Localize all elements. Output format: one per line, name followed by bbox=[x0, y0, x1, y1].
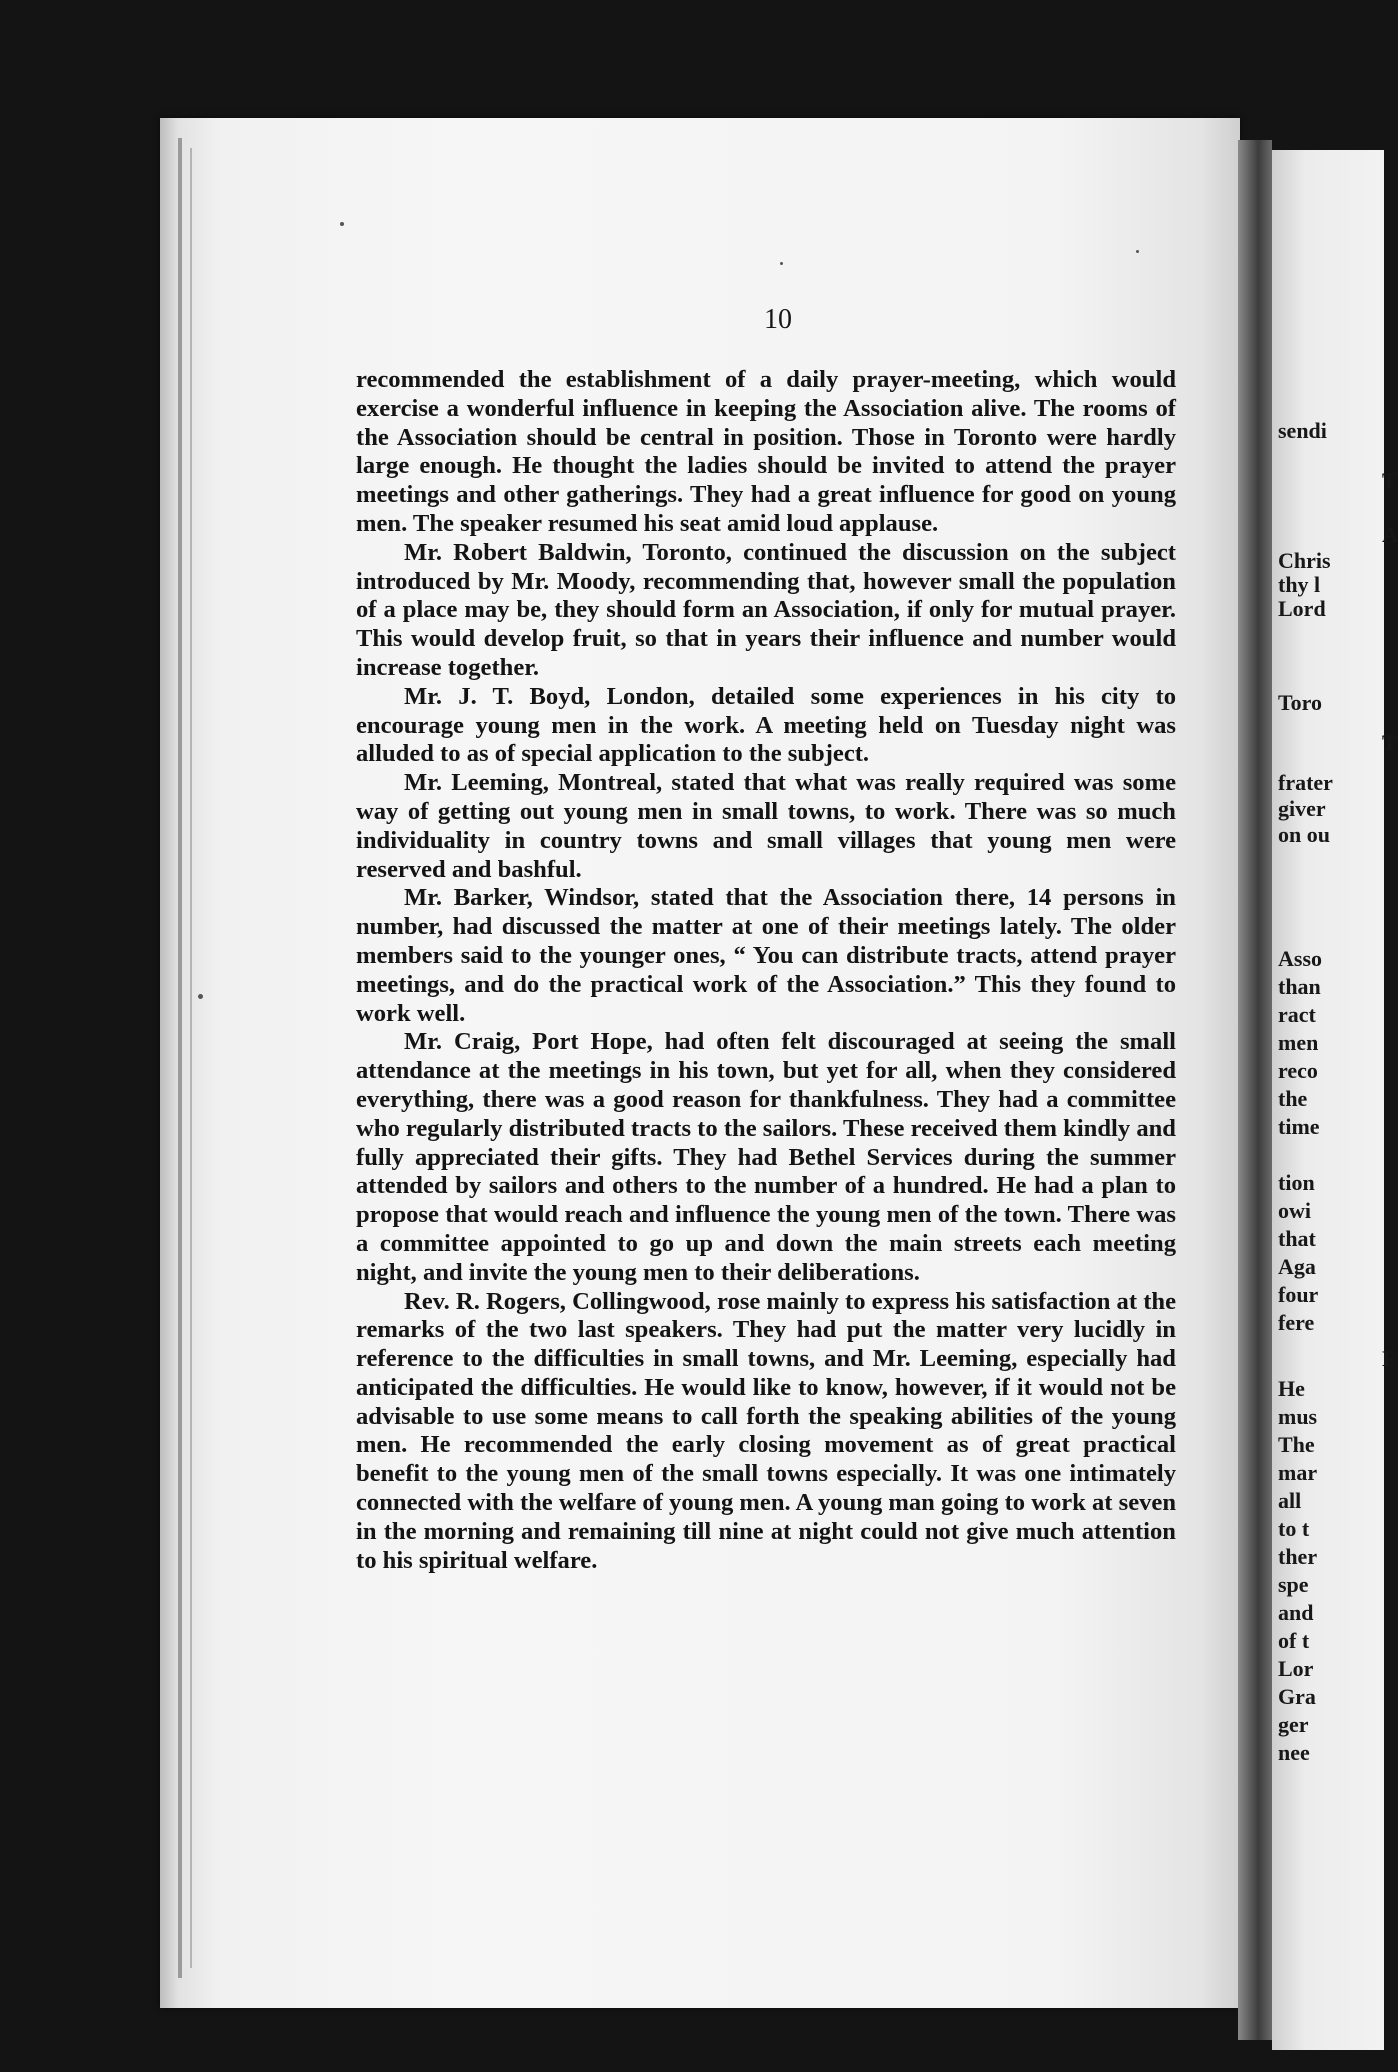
fragment-line: Chris bbox=[1278, 548, 1331, 573]
paragraph: Mr. Robert Baldwin, Toronto, continued the discussion on the subject introduced by Mr. Moody, recommending that, however small the population of a place may be, they should form an Association, if only for mutual prayer. This would develop fruit, so that in years their influence and number would increase together. bbox=[356, 538, 1176, 681]
dust-speck bbox=[780, 262, 783, 265]
fragment-line: mar bbox=[1278, 1460, 1318, 1485]
fragment-line: T bbox=[1382, 468, 1397, 493]
fragment-line: tion bbox=[1278, 1170, 1315, 1195]
fragment-line: Asso bbox=[1278, 946, 1323, 971]
fragment-line: Lor bbox=[1278, 1656, 1314, 1681]
fragment-line: giver bbox=[1278, 796, 1326, 821]
fragment-line: all bbox=[1278, 1488, 1302, 1513]
fragment-line: F bbox=[1382, 1346, 1396, 1371]
book-gutter bbox=[1238, 140, 1272, 2040]
fragment-line: and bbox=[1278, 1600, 1314, 1625]
fragment-line: that bbox=[1278, 1226, 1316, 1251]
fragment-line: Aga bbox=[1278, 1254, 1316, 1279]
fragment-line: He bbox=[1278, 1376, 1305, 1401]
fragment-line: A bbox=[1382, 522, 1398, 547]
fragment-line: fere bbox=[1278, 1310, 1315, 1335]
fragment-line: the bbox=[1278, 1086, 1308, 1111]
fragment-line: mus bbox=[1278, 1404, 1318, 1429]
paragraph: Mr. Craig, Port Hope, had often felt discouraged at seeing the small attendance at the meetings in his town, but yet for all, when they considered everything, there was a good reason for thankfulness. They had a committee who regularly distributed tracts to the sailors. These received them kindly and fully appreciated their gifts. They had Bethel Services during the summer attended by sailors and others to the number of a hundred. He had a plan to propose that would reach and influence the young men of the town. There was a committee appointed to go up and down the main streets each meeting night, and invite the young men to their deliberations. bbox=[356, 1028, 1176, 1286]
dust-speck bbox=[198, 994, 203, 999]
paragraph: Mr. Barker, Windsor, stated that the Association there, 14 persons in number, had discussed the matter at one of their meetings lately. The older members said to the younger ones, “ You can distribute tracts, attend prayer meetings, and do the practical work of the Association.” This they found to work well. bbox=[356, 884, 1176, 1027]
dust-speck bbox=[1136, 250, 1139, 253]
fragment-line: time bbox=[1278, 1114, 1320, 1139]
fragment-line: nee bbox=[1278, 1740, 1310, 1765]
fragment-line: ther bbox=[1278, 1544, 1318, 1569]
fragment-line: The bbox=[1278, 1432, 1315, 1457]
fragment-line: Gra bbox=[1278, 1684, 1316, 1709]
page-body-text bbox=[356, 366, 1176, 1575]
page-number: 10 bbox=[764, 304, 792, 335]
fragment-line: owi bbox=[1278, 1198, 1311, 1223]
fragment-line: men bbox=[1278, 1030, 1319, 1055]
fragment-line: to t bbox=[1278, 1516, 1310, 1541]
adjacent-page-edge bbox=[1272, 150, 1398, 2050]
fragment-line: thy l bbox=[1278, 572, 1321, 597]
fragment-line: spe bbox=[1278, 1572, 1309, 1597]
fragment-line: T bbox=[1382, 730, 1397, 755]
fragment-line: on ou bbox=[1278, 822, 1330, 847]
fragment-line: reco bbox=[1278, 1058, 1318, 1083]
fragment-line: Lord bbox=[1278, 596, 1326, 621]
paragraph: Mr. J. T. Boyd, London, detailed some experiences in his city to encourage young men in the work. A meeting held on Tuesday night was alluded to as of special application to the subject. bbox=[356, 682, 1176, 768]
fragment-line: frater bbox=[1278, 770, 1333, 795]
fragment-line: Toro bbox=[1278, 690, 1323, 715]
fragment-line: four bbox=[1278, 1282, 1319, 1307]
paragraph: recommended the establishment of a daily prayer-meeting, which would exercise a wonderful influence in keeping the Association alive. The rooms of the Association should be central in position. Those in Toronto were hardly large enough. He thought the ladies should be invited to attend the prayer meetings and other gatherings. They had a great influence for good on young men. The speaker resumed his seat amid loud applause. bbox=[356, 366, 1176, 537]
fragment-line: ract bbox=[1278, 1002, 1316, 1027]
fragment-line: of t bbox=[1278, 1628, 1310, 1653]
fragment-line: ger bbox=[1278, 1712, 1309, 1737]
paragraph: Mr. Leeming, Montreal, stated that what was really required was some way of getting out young men in small towns, to work. There was so much individuality in country towns and small villages that young men were reserved and bashful. bbox=[356, 769, 1176, 883]
dust-speck bbox=[340, 222, 344, 226]
fragment-line: sendi bbox=[1278, 418, 1327, 443]
paragraph: Rev. R. Rogers, Collingwood, rose mainly to express his satisfaction at the remarks of the two last speakers. They had put the matter very lucidly in reference to the difficulties in small towns, and Mr. Leeming, especially had anticipated the difficulties. He would like to know, however, if it would not be advisable to use some means to call forth the speaking abilities of the young men. He recommended the early closing movement as of great practical benefit to the young men of the small towns especially. It was one intimately connected with the welfare of young men. A young man going to work at seven in the morning and remaining till nine at night could not give much attention to his spiritual welfare. bbox=[356, 1287, 1177, 1574]
fragment-line: than bbox=[1278, 974, 1321, 999]
